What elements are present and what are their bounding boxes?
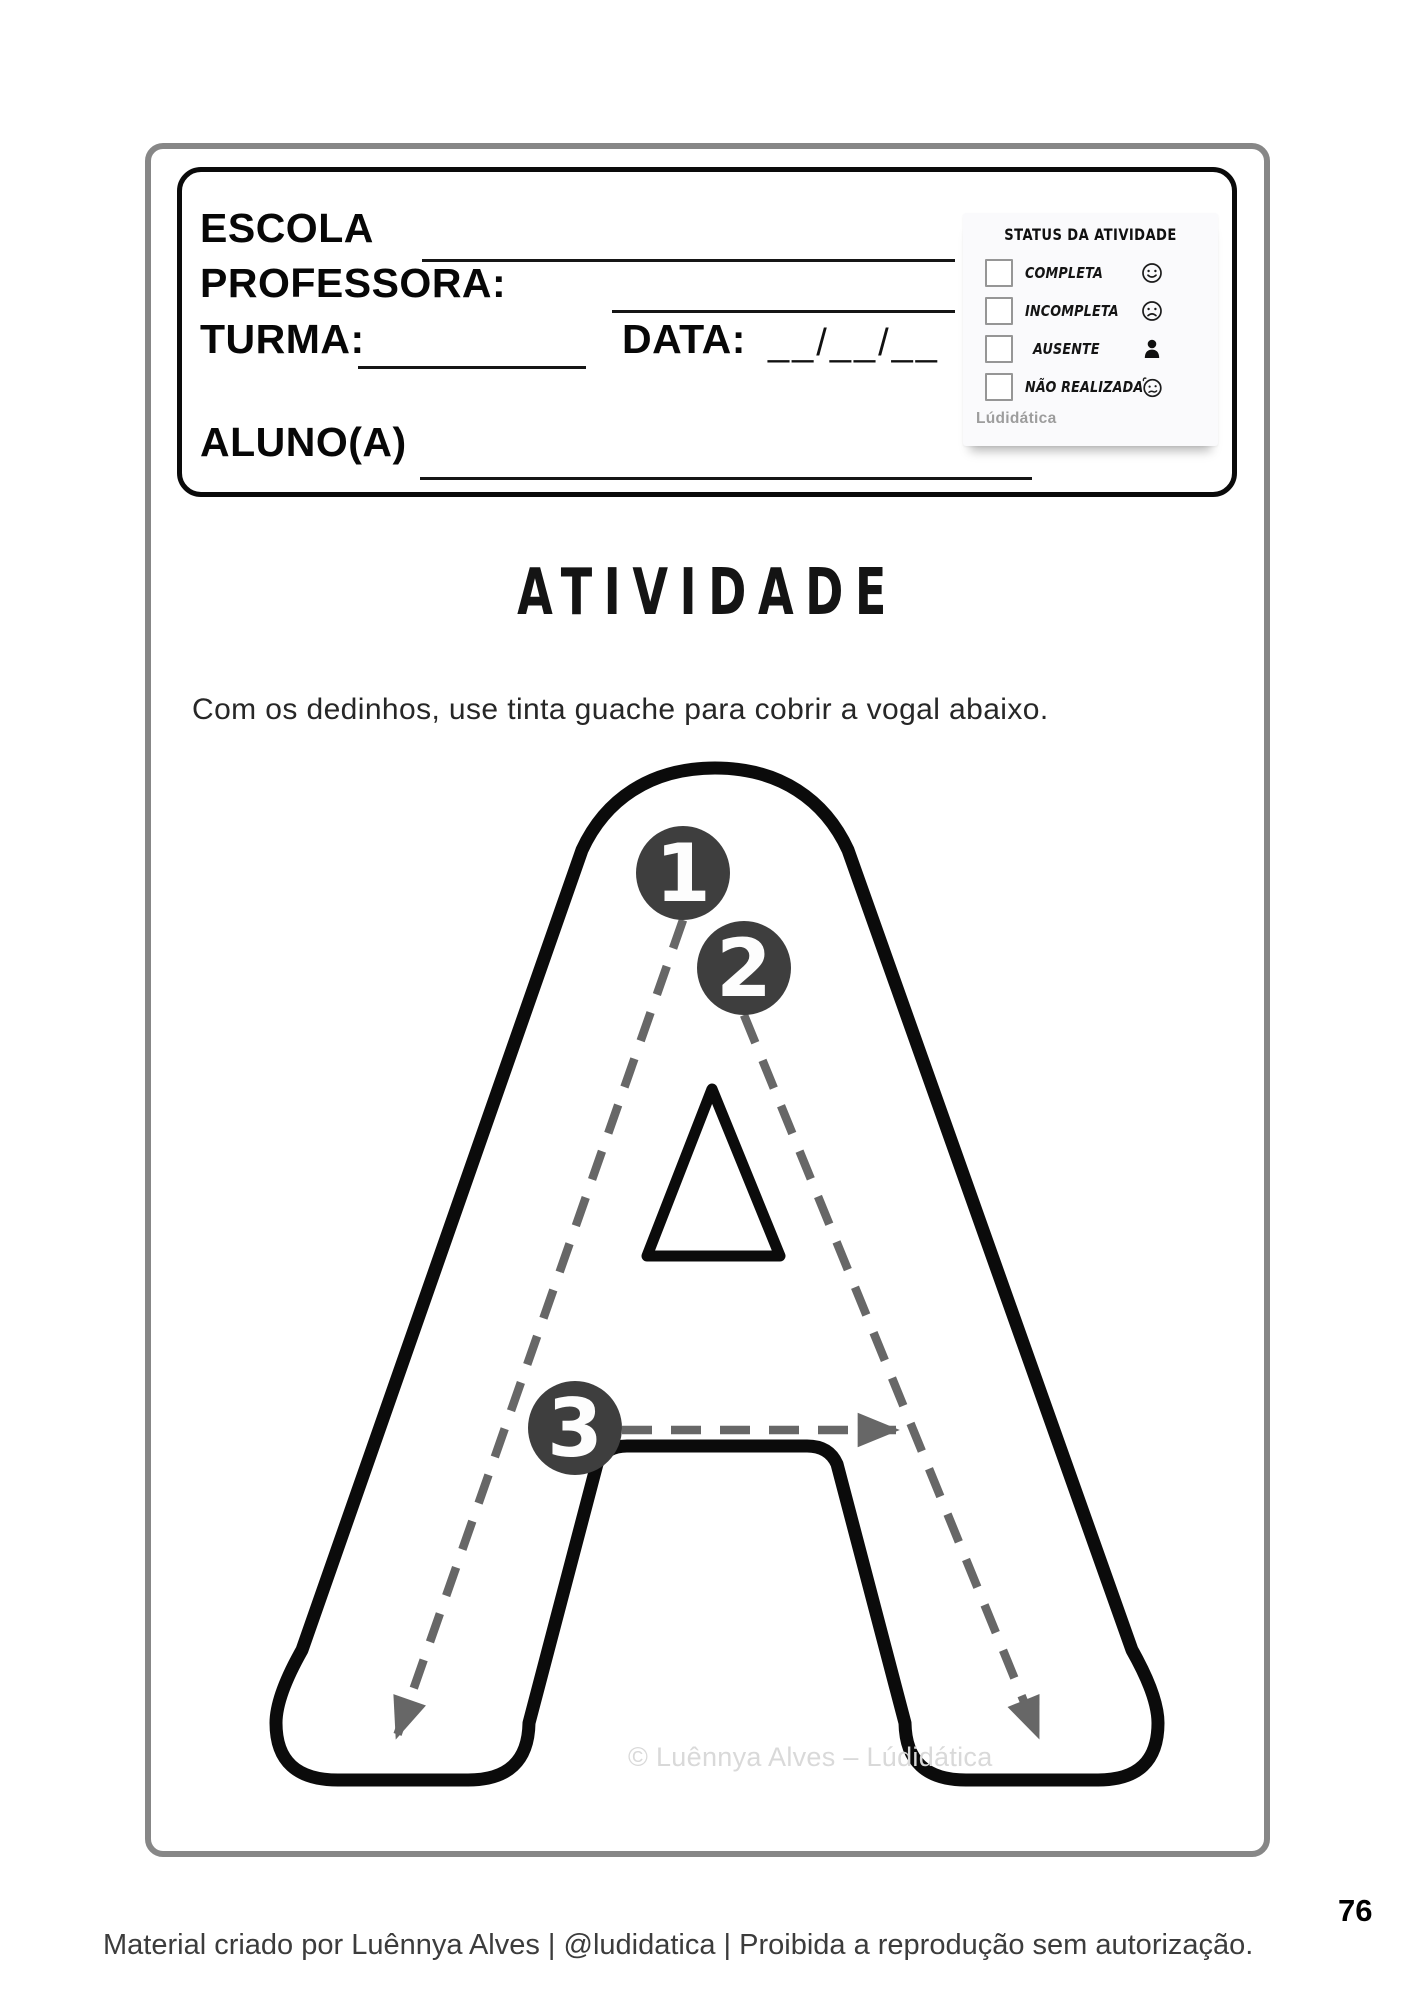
letter-a-tracing-figure: [260, 748, 1170, 1798]
status-box-title: STATUS DA ATIVIDADE: [1004, 225, 1177, 244]
status-box-brand: Lúdidática: [976, 410, 1057, 427]
trace-step-number-3: 3: [547, 1382, 603, 1475]
nao-realizada-checkbox[interactable]: [985, 373, 1013, 401]
trace-step-number-1: 1: [655, 827, 711, 920]
status-row-completa: [963, 259, 1218, 289]
status-row-incompleta: [963, 297, 1218, 327]
sad-face-icon: [1140, 299, 1164, 323]
activity-instruction: Com os dedinhos, use tinta guache para cobrir a vogal abaixo.: [192, 693, 1049, 726]
nao-realizada-label: NÃO REALIZADA: [1025, 378, 1144, 396]
letter-a-outline: [276, 768, 1158, 1780]
turma-input-line[interactable]: [358, 366, 586, 369]
ausente-label: AUSENTE: [1033, 340, 1100, 358]
data-label: DATA:: [622, 316, 746, 362]
professora-label: PROFESSORA:: [200, 260, 507, 306]
professora-input-line[interactable]: [612, 310, 955, 313]
completa-checkbox[interactable]: [985, 259, 1013, 287]
incompleta-checkbox[interactable]: [985, 297, 1013, 325]
status-box: [963, 213, 1218, 446]
data-blank-slashes[interactable]: __/__/__: [768, 322, 940, 364]
trace-step-number-2: 2: [716, 922, 772, 1015]
confused-face-icon: [1140, 375, 1164, 399]
completa-label: COMPLETA: [1025, 264, 1104, 282]
status-row-ausente: [963, 335, 1218, 365]
ausente-checkbox[interactable]: [985, 335, 1013, 363]
page-number: 76: [1338, 1893, 1373, 1928]
person-icon: [1140, 337, 1164, 361]
activity-title: ATIVIDADE: [517, 556, 898, 630]
happy-face-icon: [1140, 261, 1164, 285]
copyright-watermark: © Luênnya Alves – Lúdidática: [628, 1742, 993, 1772]
aluno-input-line[interactable]: [420, 477, 1032, 480]
escola-label: ESCOLA: [200, 205, 374, 251]
turma-label: TURMA:: [200, 316, 365, 362]
status-row-nao-realizada: [963, 373, 1218, 403]
footer-credit: Material criado por Luênnya Alves | @ludidatica | Proibida a reprodução sem autorização.: [103, 1929, 1254, 1961]
incompleta-label: INCOMPLETA: [1025, 302, 1119, 320]
aluno-label: ALUNO(A): [200, 419, 407, 465]
